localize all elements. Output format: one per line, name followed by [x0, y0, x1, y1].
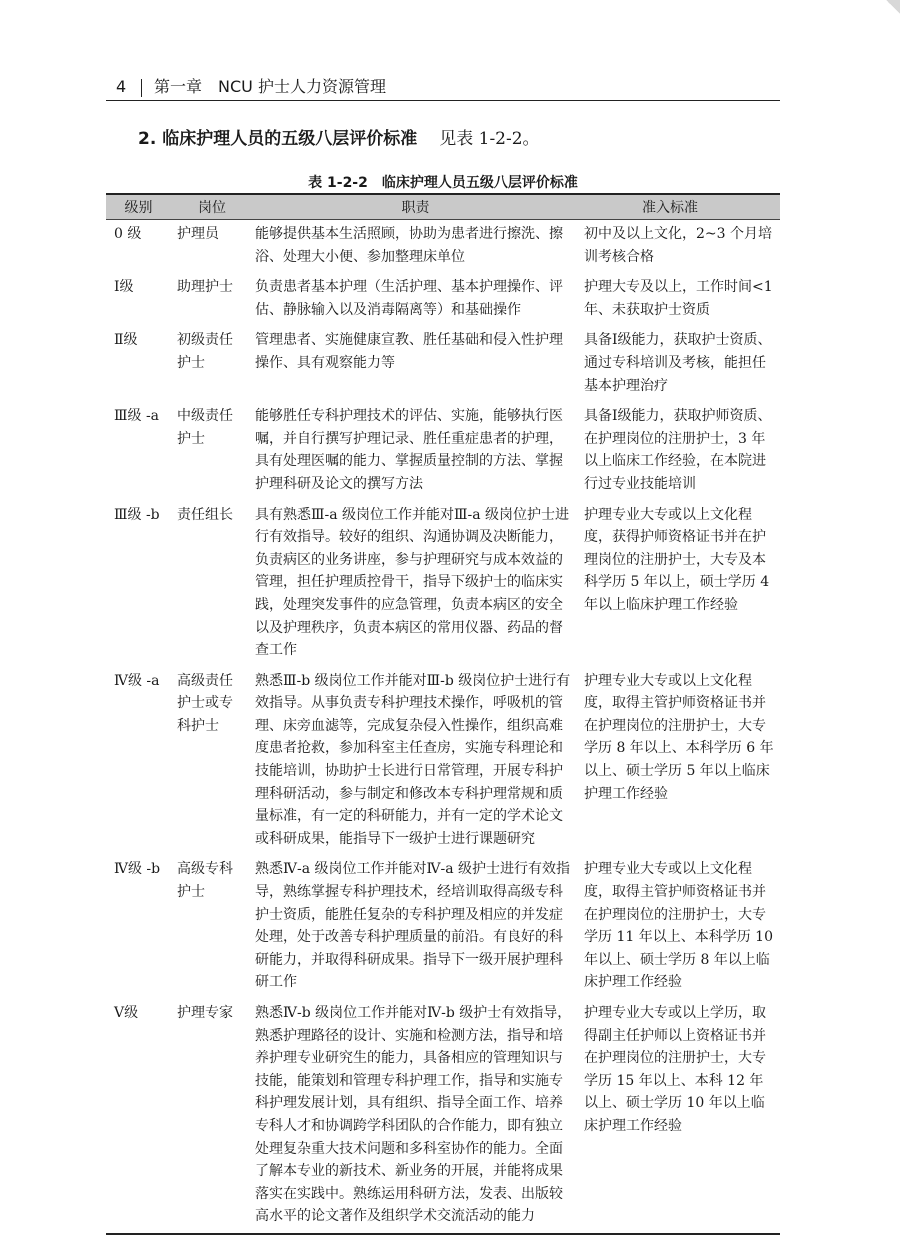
section-heading	[138, 126, 778, 152]
cell-duty: 具有熟悉Ⅲ-a 级岗位工作并能对Ⅲ-a 级岗位护士进行有效指导。较好的组织、沟通协调及决断能力，负责病区的业务讲座，参与护理研究与成本效益的管理，担任护理质控骨干，指导下级护士的临床实践，处理突发事件的应急管理，负责本病区的安全以及护理秩序，负责本病区的常用仪器、药品的督查工作	[255, 506, 570, 659]
header-entry: 准入标准	[578, 194, 780, 220]
cell-duty: 能够胜任专科护理技术的评估、实施，能够执行医嘱，并自行撰写护理记录、胜任重症患者的护理，具有处理医嘱的能力、掌握质量控制的方法、掌握护理科研及论文的撰写方法	[255, 408, 563, 492]
table-row	[106, 273, 780, 326]
cell-duty: 能够提供基本生活照顾，协助为患者进行擦洗、擦浴、处理大小便、参加整理床单位	[255, 226, 563, 265]
cell-duty: 管理患者、实施健康宣教、胜任基础和侵入性护理操作、具有观察能力等	[255, 332, 563, 371]
cell-level: Ⅲ级 -a	[114, 408, 160, 425]
table-row	[106, 999, 780, 1234]
cell-entry: 初中及以上文化，2~3 个月培训考核合格	[584, 226, 772, 265]
cell-entry: 具备Ⅰ级能力，获取护师资质、在护理岗位的注册护士，3 年以上临床工作经验，在本院进行过专业技能培训	[584, 408, 772, 492]
table-reference: 见表 1-2-2。	[439, 129, 540, 149]
section-title: 2. 临床护理人员的五级八层评价标准	[138, 129, 418, 149]
cell-level: Ⅴ级	[114, 1005, 139, 1021]
table-row	[106, 402, 780, 500]
table-caption	[106, 173, 780, 193]
cell-level: Ⅲ级 -b	[114, 506, 160, 523]
cell-level: Ⅳ级 -a	[114, 672, 160, 689]
cell-entry: 护理专业大专或以上学历，取得副主任护师以上资格证书并在护理岗位的注册护士，大专学历 15 年以上、本科 12 年以上、硕士学历 10 年以上临床护理工作经验	[584, 1005, 766, 1134]
cell-duty: 熟悉Ⅲ-b 级岗位工作并能对Ⅲ-b 级岗位护士进行有效指导。从事负责专科护理技术操作，呼吸机的管理、床旁血滤等，完成复杂侵入性操作，组织高难度患者抢救，参加科室主任查房，实施专科理论和技能培训，协助护士长进行日常管理，开展专科护理科研活动，参与制定和修改本专科护理常规和质量标准，有一定的科研能力，并有一定的学术论文或科研成果，能指导下一级护士进行课题研究	[255, 672, 571, 847]
cell-level: Ⅳ级 -b	[114, 861, 161, 878]
cell-post: 助理护士	[177, 279, 233, 296]
page-corner-mark	[886, 0, 900, 14]
table-row	[106, 220, 780, 274]
cell-entry: 护理专业大专或以上文化程度，取得主管护师资格证书并在护理岗位的注册护士，大专学历 8 年以上、本科学历 6 年以上、硕士学历 5 年以上临床护理工作经验	[584, 672, 774, 802]
header-duty: 职责	[253, 194, 578, 220]
cell-post: 护理专家	[177, 1005, 233, 1021]
header-post: 岗位	[171, 194, 253, 220]
table-caption-title: 临床护理人员五级八层评价标准	[381, 175, 578, 191]
table-row	[106, 855, 780, 999]
cell-entry: 具备Ⅰ级能力，获取护士资质、通过专科培训及考核，能担任基本护理治疗	[584, 332, 772, 394]
cell-post: 中级责任护士	[177, 408, 233, 447]
running-header	[106, 74, 780, 100]
cell-duty: 负责患者基本护理（生活护理、基本护理操作、评估、静脉输入以及消毒隔离等）和基础操作	[255, 279, 563, 318]
cell-post: 高级责任护士或专科护士	[177, 672, 233, 734]
cell-post: 护理员	[177, 226, 219, 242]
cell-duty: 熟悉Ⅳ-a 级岗位工作并能对Ⅳ-a 级护士进行有效指导，熟练掌握专科护理技术，经培训取得高级专科护士资质，能胜任复杂的专科护理及相应的并发症处理，处于改善专科护理质量的前沿。有良好的科研能力，并取得科研成果。指导下一级开展护理科研工作	[255, 861, 571, 991]
header-rule	[106, 100, 780, 101]
page-number: 4	[116, 77, 127, 96]
table-row	[106, 501, 780, 667]
table-row	[106, 667, 780, 856]
cell-entry: 护理专业大专或以上文化程度，获得护师资格证书并在护理岗位的注册护士，大专及本科学历 5 年以上，硕士学历 4 年以上临床护理工作经验	[584, 506, 770, 613]
cell-duty: 熟悉Ⅳ-b 级岗位工作并能对Ⅳ-b 级护士有效指导，熟悉护理路径的设计、实施和检测方法，指导和培养护理专业研究生的能力，具备相应的管理知识与技能，能策划和管理专科护理工作，指导和实施专科护理发展计划，具有组织、指导全面工作、培养专科人才和协调跨学科团队的合作能力，即有独立处理复杂重大技术问题和多科室协作的能力。全面了解本专业的新技术、新业务的开展，并能将成果落实在实践中。熟练运用科研方法，发表、出版较高水平的论文著作及组织学术交流活动的能力	[255, 1005, 572, 1225]
cell-level: Ⅱ级	[114, 332, 138, 349]
table-header-row	[106, 194, 780, 220]
cell-post: 责任组长	[177, 506, 233, 523]
evaluation-table	[106, 193, 780, 1235]
cell-level: Ⅰ级	[114, 279, 134, 296]
cell-post: 初级责任护士	[177, 332, 233, 371]
cell-level: 0 级	[114, 226, 142, 242]
table-row	[106, 326, 780, 402]
cell-entry: 护理专业大专或以上文化程度，取得主管护师资格证书并在护理岗位的注册护士，大专学历 11 年以上、本科学历 10 年以上、硕士学历 8 年以上临床护理工作经验	[584, 861, 773, 991]
cell-post: 高级专科护士	[177, 861, 233, 901]
header-separator	[141, 79, 142, 97]
table-caption-number: 表 1-2-2	[308, 175, 368, 191]
cell-entry: 护理大专及以上，工作时间<1 年、未获取护士资质	[584, 279, 773, 318]
chapter-title: 第一章 NCU 护士人力资源管理	[154, 77, 386, 96]
header-level: 级别	[106, 194, 171, 220]
